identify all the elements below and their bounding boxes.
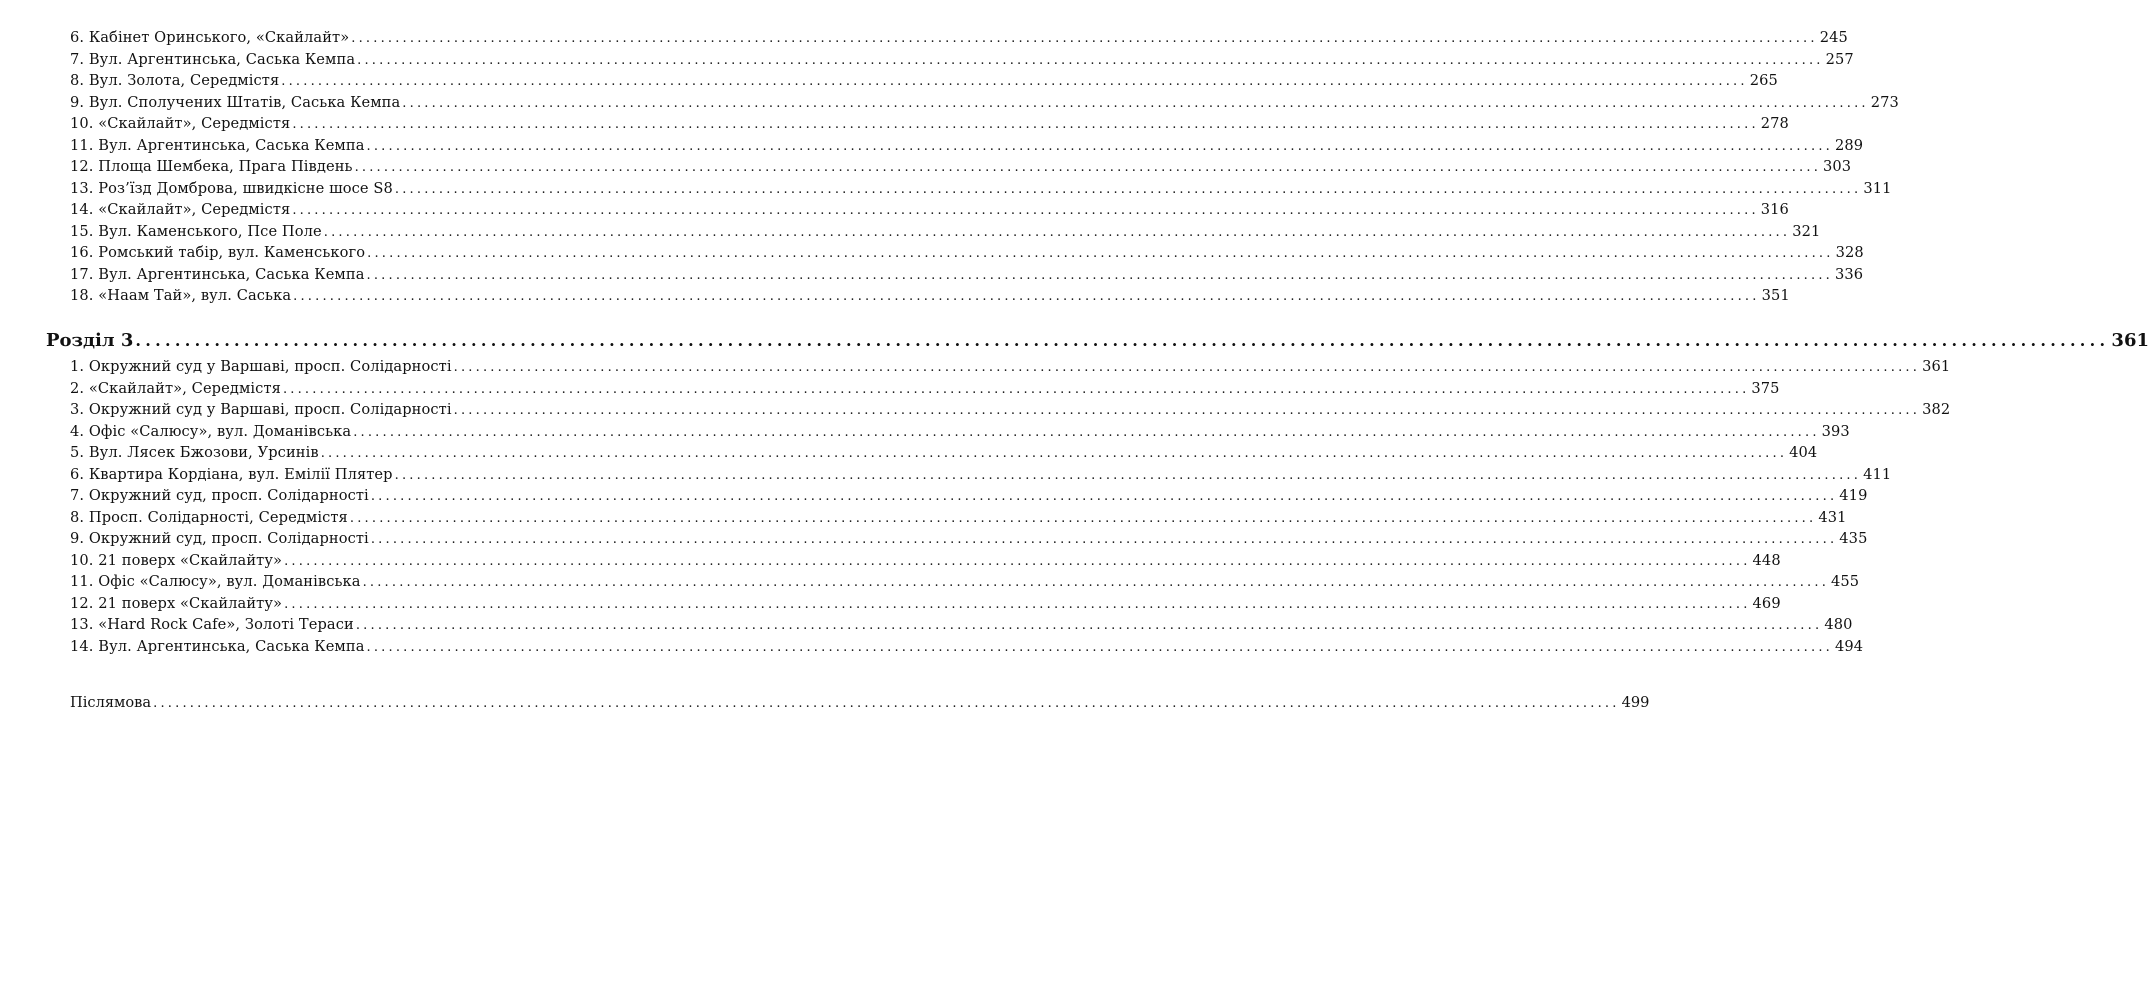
dot-leader: ........................................................................................................................................................................................................ [366,138,1833,154]
entry-page: 469 [1752,594,1781,612]
toc-entry [70,551,1781,574]
entry-page: 448 [1752,551,1781,569]
toc-entry [70,265,1864,288]
toc-entry [70,508,1847,531]
dot-leader: ........................................................................................................................................................................................................ [282,381,1750,397]
entry-title: 11. Вул. Аргентинська, Саська Кемпа [70,136,365,154]
dot-leader: ........................................................................................................................................................................................................ [366,639,1833,655]
dot-leader: ........................................................................................................................................................................................................ [284,596,1751,612]
toc-entry [70,444,1818,466]
entry-title: 6. Кабінет Оринського, «Скайлайт» [70,29,350,46]
entry-title: 14. «Скайлайт», Середмістя [70,201,291,218]
entry-title: 7. Вул. Аргентинська, Саська Кемпа [70,50,356,68]
entry-title: 7. Окружний суд, просп. Солідарності [70,487,369,504]
toc-entry [70,594,1781,617]
dot-leader: ........................................................................................................................................................................................................ [370,532,1838,547]
toc-entry [70,115,1789,137]
entry-title: 10. «Скайлайт», Середмістя [70,115,291,132]
entry-page: 278 [1760,115,1789,132]
entry-page: 393 [1821,422,1850,440]
entry-title: 9. Вул. Сполучених Штатів, Саська Кемпа [70,93,401,111]
dot-leader: ........................................................................................................................................................................................................ [292,117,1759,132]
toc-entry [70,616,1853,638]
dot-leader: ........................................................................................................................................................................................................ [394,181,1862,197]
entry-page: 351 [1761,287,1790,304]
entry-page: 321 [1792,222,1821,240]
entry-page: 257 [1825,50,1854,68]
dot-leader: ........................................................................................................................................................................................................ [320,446,1788,461]
toc-entry [70,136,1864,159]
toc-entry [70,179,1892,202]
toc-entry [70,201,1789,223]
toc-list-part3 [70,358,1951,659]
toc-entry [70,530,1868,552]
entry-title: 2. «Скайлайт», Середмістя [70,379,281,397]
dot-leader: ........................................................................................................................................................................................................ [394,467,1862,483]
afterword-title: Післямова [70,694,152,711]
dot-leader: ........................................................................................................................................................................................................ [323,224,1791,240]
dot-leader: ........................................................................................................................................................................................................ [292,203,1759,218]
entry-page: 435 [1839,530,1868,547]
entry-title: 3. Окружний суд у Варшаві, просп. Солідарності [70,401,452,418]
entry-page: 303 [1823,158,1852,175]
entry-page: 455 [1831,573,1860,590]
entry-title: 16. Ромський табір, вул. Каменського [70,244,366,261]
section-page: 361 [2111,330,2149,351]
section-title: Розділ 3 [46,330,134,351]
entry-page: 289 [1834,136,1864,154]
dot-leader: ........................................................................................................................................................................................................ [354,160,1822,175]
entry-page: 311 [1863,179,1892,197]
entry-page: 336 [1834,265,1864,283]
dot-leader: ........................................................................................................................................................................................................ [349,510,1817,526]
entry-page: 431 [1818,508,1847,526]
dot-leader: ........................................................................................................................................................................................................ [362,575,1830,590]
entry-title: 5. Вул. Лясек Бжозови, Урсинів [70,444,319,461]
toc-entry [70,379,1780,402]
entry-title: 17. Вул. Аргентинська, Саська Кемпа [70,265,365,283]
entry-title: 15. Вул. Каменського, Псе Поле [70,222,322,240]
entry-page: 361 [1922,358,1951,375]
entry-title: 11. Офіс «Салюсу», вул. Доманівська [70,573,361,590]
toc-entry [70,401,1951,423]
dot-leader: ........................................................................................................................................................................................................ [353,424,1820,440]
entry-title: 18. «Наам Тай», вул. Саська [70,287,292,304]
dot-leader: ........................................................................................................................................................................................................ [351,31,1818,46]
dot-leader: ........................................................................................................................................................................................................ [453,360,1921,375]
entry-page: 265 [1749,72,1778,89]
toc-entry [70,637,1864,660]
afterword-page: 499 [1621,694,1650,711]
entry-page: 328 [1835,244,1864,261]
dot-leader: ........................................................................................................................................................................................................ [366,267,1833,283]
toc-entry [70,50,1854,73]
entry-title: 13. Роз’їзд Домброва, швидкісне шосе S8 [70,179,393,197]
dot-leader: ........................................................................................................................................................................................................ [293,289,1760,304]
dot-leader: ........................................................................................................................................................................................................ [281,74,1748,89]
toc-entry [70,158,1852,180]
toc-entry [70,72,1778,94]
toc-entry [70,287,1790,309]
entry-title: 14. Вул. Аргентинська, Саська Кемпа [70,637,365,655]
entry-page: 419 [1839,487,1868,504]
dot-leader: ........................................................................................................................................................................................................ [367,246,1834,261]
entry-title: 1. Окружний суд у Варшаві, просп. Солідарності [70,358,452,375]
entry-title: 12. 21 поверх «Скайлайту» [70,594,283,612]
dot-leader: ........................................................................................................................................................................................................ [402,95,1869,111]
toc-entry [70,222,1821,245]
toc-entry [70,422,1850,445]
entry-page: 245 [1819,29,1848,46]
entry-page: 480 [1824,616,1853,633]
entry-page: 404 [1789,444,1818,461]
entry-title: 12. Площа Шембека, Прага Південь [70,158,353,175]
dot-leader: ........................................................................................................................................................................................................ [453,403,1921,418]
entry-title: 8. Просп. Солідарності, Середмістя [70,508,348,526]
entry-title: 10. 21 поверх «Скайлайту» [70,551,283,569]
dot-leader: ........................................................................................................................................................................................................ [370,489,1838,504]
entry-title: 4. Офіс «Салюсу», вул. Доманівська [70,422,352,440]
dot-leader: ........................................................................................................................................................................................................ [284,553,1751,569]
entry-title: 8. Вул. Золота, Середмістя [70,72,280,89]
toc-entry [70,487,1868,509]
section-heading [46,330,2149,351]
entry-page: 494 [1834,637,1864,655]
toc-entry [70,29,1848,51]
entry-page: 411 [1863,465,1892,483]
entry-title: 6. Квартира Кордіана, вул. Емілії Плятер [70,465,393,483]
dot-leader: ........................................................................................................................................................................................................ [355,618,1823,633]
afterword-entry [70,694,1650,711]
entry-page: 382 [1922,401,1951,418]
entry-title: 9. Окружний суд, просп. Солідарності [70,530,369,547]
toc-entry [70,573,1860,595]
dot-leader: ........................................................................................................................................................................................................ [153,696,1620,711]
toc-entry [70,358,1951,380]
entry-page: 316 [1760,201,1789,218]
toc-list-part2 [70,29,1899,309]
entry-title: 13. «Hard Rock Cafe», Золоті Тераси [70,616,354,633]
entry-page: 273 [1870,93,1899,111]
toc-entry [70,93,1899,116]
dot-leader: ........................................................................................................................................................................................................ [135,331,2110,350]
toc-entry [70,244,1864,266]
dot-leader: ........................................................................................................................................................................................................ [357,52,1824,68]
entry-page: 375 [1751,379,1780,397]
toc-entry [70,465,1892,488]
